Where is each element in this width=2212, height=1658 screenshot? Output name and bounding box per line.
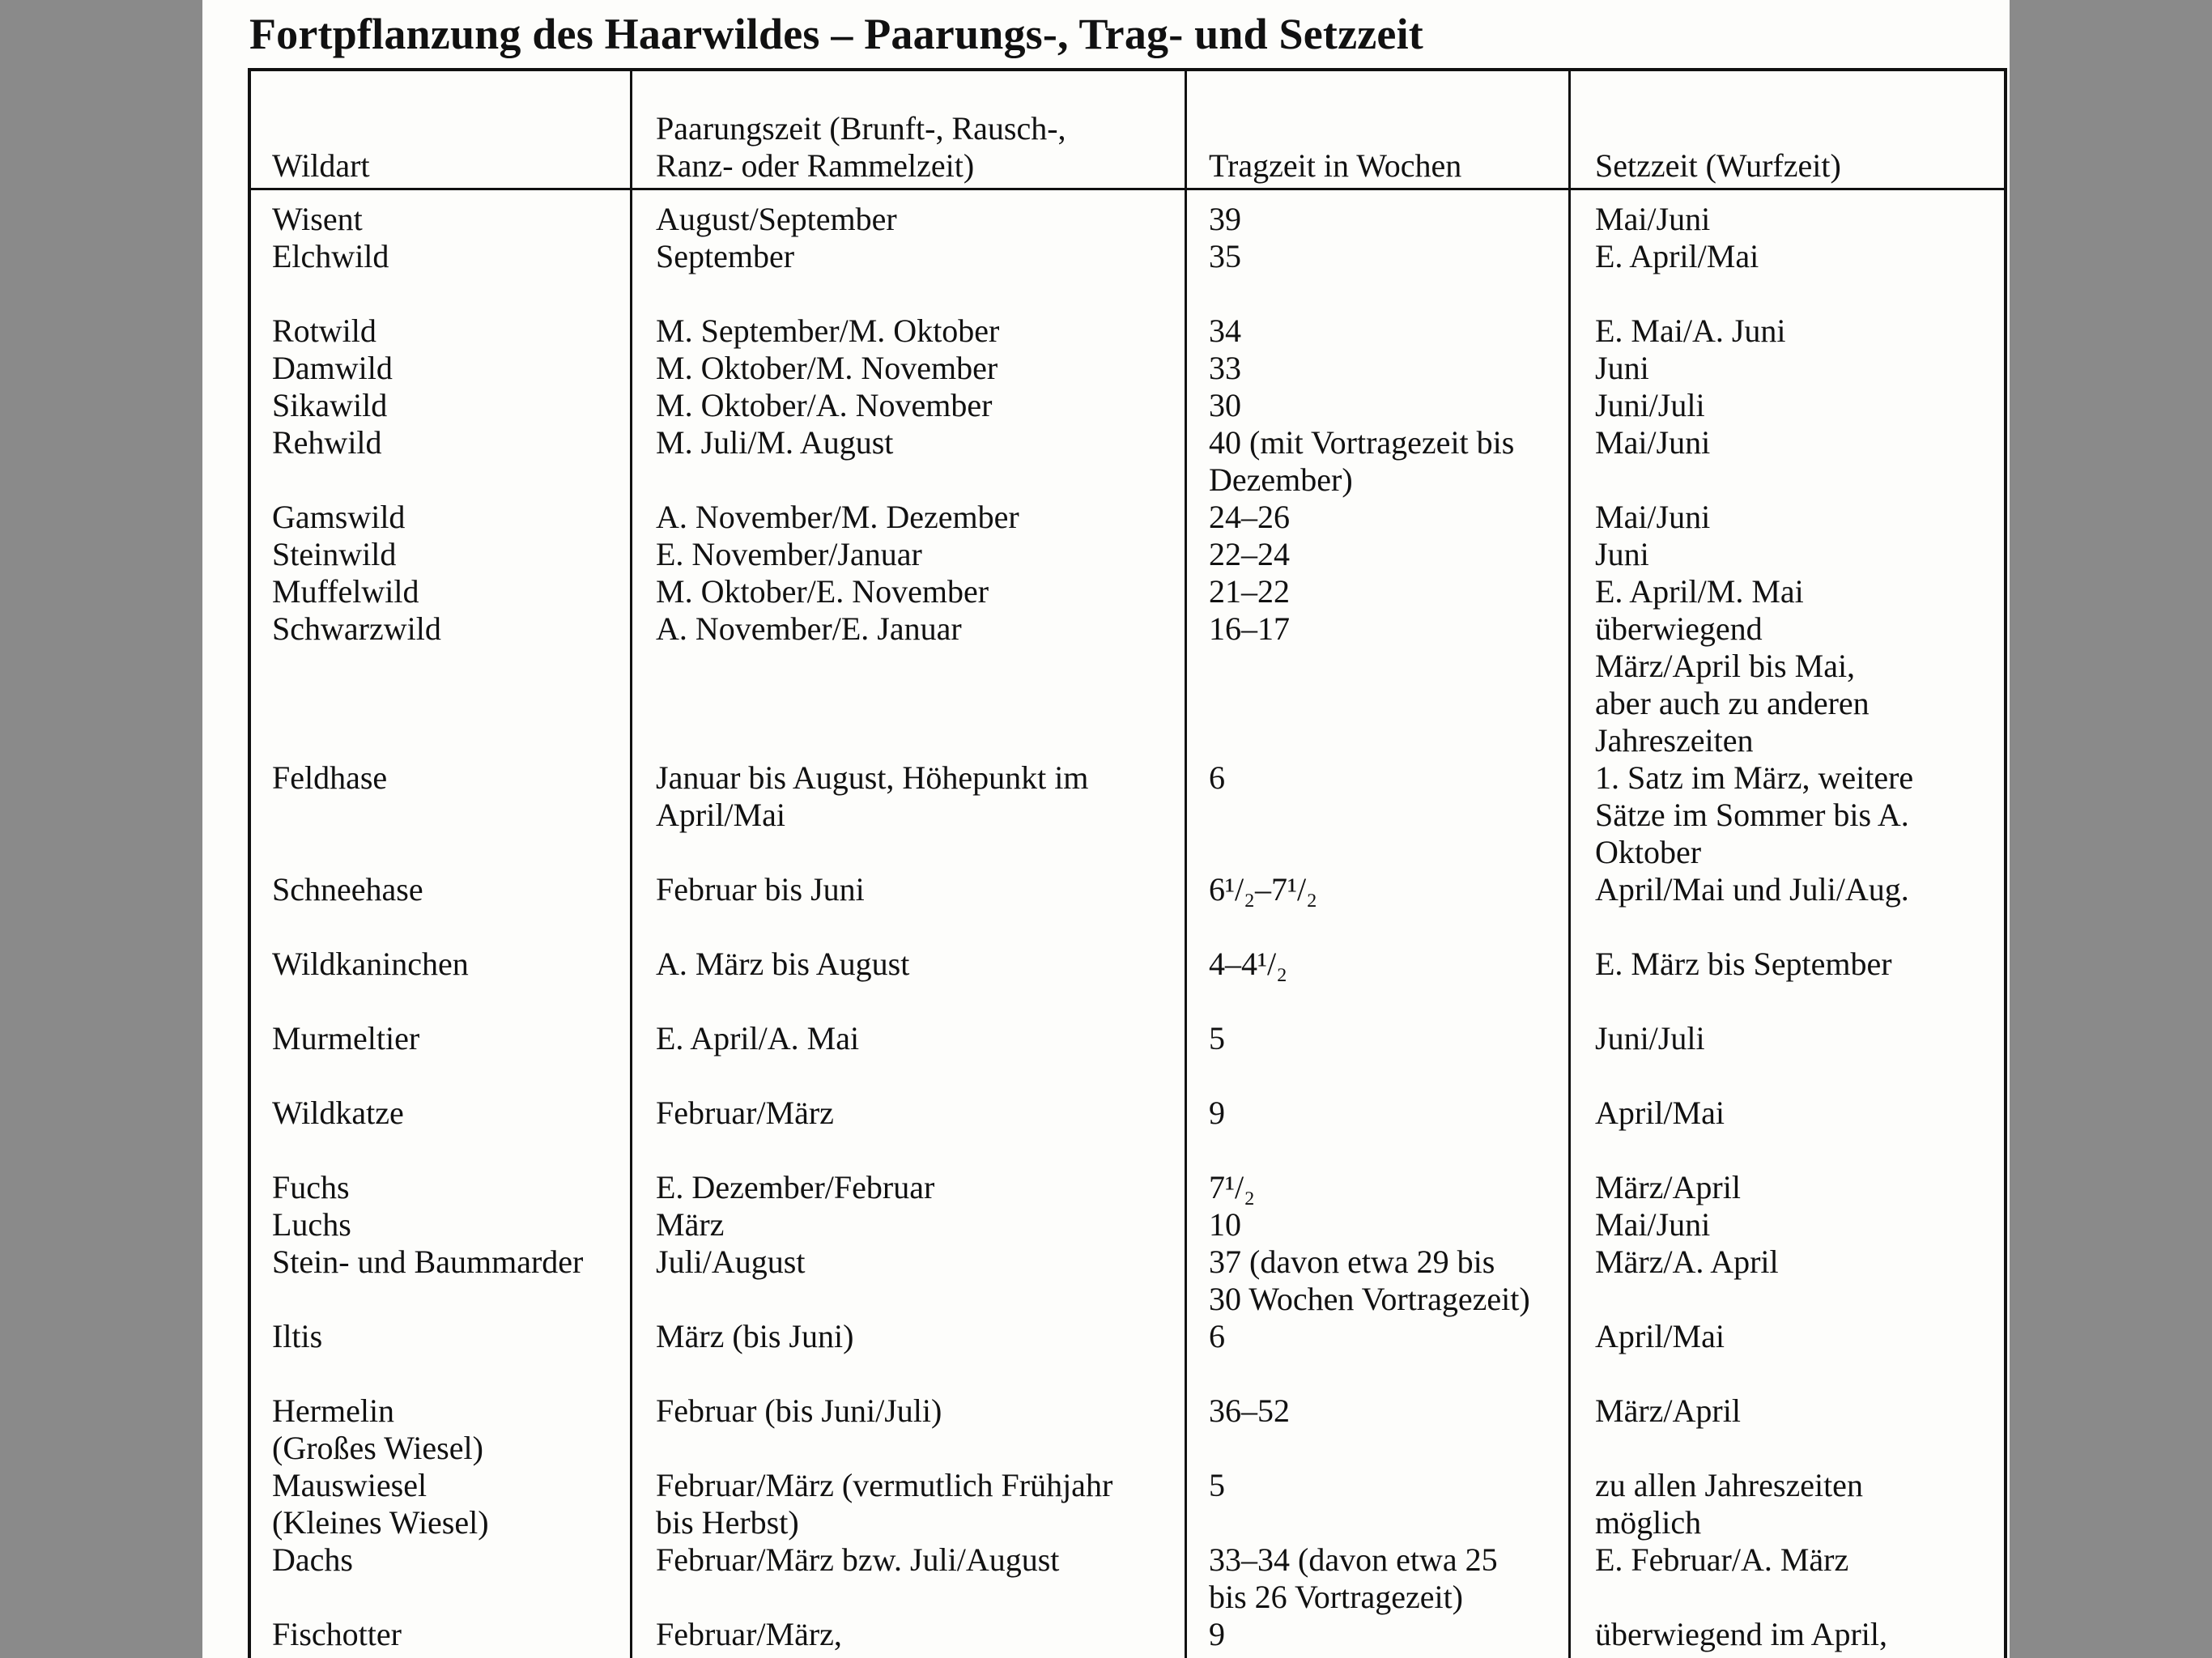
cell-tragzeit <box>1209 238 1241 275</box>
cell-line: Februar/März bzw. Juli/August <box>656 1541 1060 1578</box>
cell-tragzeit <box>1209 946 1287 983</box>
cell-paarungszeit <box>656 536 922 573</box>
cell-paarungszeit <box>656 946 909 983</box>
cell-paarungszeit <box>656 350 998 387</box>
cell-line: 22–24 <box>1209 536 1290 572</box>
cell-setzzeit <box>1595 201 1710 238</box>
cell-line: 36–52 <box>1209 1392 1290 1429</box>
header-line: Paarungszeit (Brunft-, Rausch-, <box>656 110 1066 147</box>
header-line: Tragzeit in Wochen <box>1209 147 1462 184</box>
cell-line: Stein- und Baummarder <box>272 1244 584 1280</box>
cell-wildart <box>272 946 469 983</box>
cell-paarungszeit <box>656 201 897 238</box>
cell-wildart <box>272 387 387 424</box>
cell-tragzeit <box>1209 424 1514 499</box>
cell-wildart <box>272 312 376 350</box>
cell-line: überwiegend im April, <box>1595 1616 1888 1652</box>
cell-line: 16–17 <box>1209 610 1290 647</box>
cell-line: Elchwild <box>272 238 389 274</box>
cell-setzzeit <box>1595 1392 1741 1430</box>
document-page <box>202 0 2010 1658</box>
cell-line: 4–4¹/₂ <box>1209 946 1288 982</box>
cell-line: Dezember) <box>1209 461 1353 498</box>
header-wildart <box>272 87 370 185</box>
header-tragzeit <box>1209 87 1461 185</box>
cell-line: E. Februar/A. März <box>1595 1541 1849 1578</box>
cell-line: Mai/Juni <box>1595 424 1711 461</box>
cell-wildart <box>272 1467 489 1541</box>
cell-tragzeit <box>1209 536 1290 573</box>
cell-line: Steinwild <box>272 536 397 572</box>
cell-line: M. Juli/M. August <box>656 424 894 461</box>
cell-line: Dachs <box>272 1541 353 1578</box>
cell-wildart <box>272 1392 483 1467</box>
cell-wildart <box>272 350 393 387</box>
cell-line: Wisent <box>272 201 363 237</box>
cell-setzzeit <box>1595 759 1913 871</box>
cell-tragzeit <box>1209 1169 1255 1206</box>
cell-line: 5 <box>1209 1020 1225 1056</box>
cell-paarungszeit <box>656 610 962 648</box>
cell-line: 1. Satz im März, weitere <box>1595 759 1914 796</box>
cell-wildart <box>272 1169 350 1206</box>
cell-line: April/Mai und Juli/Aug. <box>1595 871 1909 908</box>
cell-line: Sikawild <box>272 387 388 423</box>
cell-line: Sätze im Sommer bis A. <box>1595 797 1909 833</box>
header-divider <box>251 188 2004 190</box>
cell-line: A. März bis August <box>656 946 910 982</box>
cell-line: März/April <box>1595 1392 1741 1429</box>
cell-tragzeit <box>1209 387 1241 424</box>
cell-wildart <box>272 201 363 238</box>
cell-tragzeit <box>1209 610 1290 648</box>
cell-line: 40 (mit Vortragezeit bis <box>1209 424 1515 461</box>
cell-setzzeit <box>1595 387 1705 424</box>
cell-line: März <box>656 1206 725 1243</box>
header-setzzeit <box>1595 87 1841 185</box>
cell-setzzeit <box>1595 1467 1863 1541</box>
column-divider <box>630 71 632 1658</box>
cell-wildart <box>272 759 387 797</box>
cell-line: 30 Wochen Vortragezeit) <box>1209 1281 1530 1317</box>
cell-setzzeit <box>1595 312 1786 350</box>
cell-line: Juni/Juli <box>1595 1020 1705 1056</box>
cell-line: M. Oktober/M. November <box>656 350 998 386</box>
cell-line: Fuchs <box>272 1169 350 1205</box>
cell-wildart <box>272 1206 351 1244</box>
cell-line: 34 <box>1209 312 1241 349</box>
cell-line: Gamswild <box>272 499 406 535</box>
cell-tragzeit <box>1209 201 1241 238</box>
cell-wildart <box>272 573 419 610</box>
cell-line: zu allen Jahreszeiten <box>1595 1467 1863 1503</box>
cell-setzzeit <box>1595 1020 1705 1057</box>
cell-tragzeit <box>1209 1206 1241 1244</box>
cell-setzzeit <box>1595 536 1649 573</box>
cell-line: 33–34 (davon etwa 25 <box>1209 1541 1498 1578</box>
cell-line: E. März bis September <box>1595 946 1892 982</box>
cell-paarungszeit <box>656 1467 1112 1541</box>
column-divider <box>1185 71 1187 1658</box>
cell-line: 5 <box>1209 1467 1225 1503</box>
cell-setzzeit <box>1595 1318 1725 1355</box>
cell-line: M. Oktober/E. November <box>656 573 989 610</box>
cell-wildart <box>272 1318 322 1355</box>
cell-line: A. November/E. Januar <box>656 610 962 647</box>
cell-line: April/Mai <box>1595 1095 1725 1131</box>
cell-line: 6¹/₂–7¹/₂ <box>1209 871 1318 908</box>
cell-line: Mauswiesel <box>272 1467 428 1503</box>
cell-paarungszeit <box>656 387 992 424</box>
header-line: Wildart <box>272 147 370 184</box>
cell-setzzeit <box>1595 350 1649 387</box>
cell-line: M. September/M. Oktober <box>656 312 1000 349</box>
cell-line: E. Mai/A. Juni <box>1595 312 1786 349</box>
cell-wildart <box>272 1020 419 1057</box>
cell-line: März/April bis Mai, <box>1595 648 1856 684</box>
cell-paarungszeit <box>656 1206 724 1244</box>
cell-line: Mai/Juni <box>1595 1206 1711 1243</box>
cell-tragzeit <box>1209 759 1225 797</box>
cell-setzzeit <box>1595 871 1909 908</box>
cell-setzzeit <box>1595 238 1759 275</box>
document-title: Fortpflanzung des Haarwildes – Paarungs-, Trag- und Setzzeit <box>249 10 1423 58</box>
cell-line: Schneehase <box>272 871 423 908</box>
cell-paarungszeit <box>656 1020 859 1057</box>
cell-line: Jahreszeiten <box>1595 722 1754 759</box>
cell-line: 6 <box>1209 1318 1225 1354</box>
cell-line: Wildkaninchen <box>272 946 469 982</box>
cell-tragzeit <box>1209 1392 1290 1430</box>
cell-wildart <box>272 1244 583 1281</box>
cell-line: E. April/A. Mai <box>656 1020 860 1056</box>
cell-line: E. April/Mai <box>1595 238 1759 274</box>
cell-setzzeit <box>1595 573 1804 610</box>
cell-line: Oktober <box>1595 834 1702 870</box>
cell-tragzeit <box>1209 1020 1225 1057</box>
cell-setzzeit <box>1595 946 1892 983</box>
cell-line: Schwarzwild <box>272 610 441 647</box>
cell-line: 21–22 <box>1209 573 1290 610</box>
cell-paarungszeit <box>656 573 989 610</box>
cell-tragzeit <box>1209 1541 1498 1616</box>
cell-line: Fischotter <box>272 1616 402 1652</box>
cell-wildart <box>272 610 441 648</box>
cell-line: 24–26 <box>1209 499 1290 535</box>
cell-line: September <box>656 238 795 274</box>
cell-line: bis 26 Vortragezeit) <box>1209 1579 1464 1615</box>
cell-paarungszeit <box>656 1318 853 1355</box>
cell-line: Murmeltier <box>272 1020 420 1056</box>
cell-setzzeit <box>1595 1095 1725 1132</box>
cell-line: Rotwild <box>272 312 376 349</box>
cell-line: Juli/August <box>656 1244 806 1280</box>
cell-line: aber auch zu anderen <box>1595 685 1870 721</box>
cell-paarungszeit <box>656 1169 934 1206</box>
cell-line: Juni <box>1595 350 1649 386</box>
cell-line: Februar/März <box>656 1095 834 1131</box>
cell-line: (Kleines Wiesel) <box>272 1504 489 1541</box>
cell-line: April/Mai <box>1595 1318 1725 1354</box>
cell-setzzeit <box>1595 610 1870 759</box>
cell-setzzeit <box>1595 1206 1710 1244</box>
cell-wildart <box>272 424 382 461</box>
cell-setzzeit <box>1595 1541 1848 1579</box>
cell-line: 9 <box>1209 1095 1225 1131</box>
cell-line: Feldhase <box>272 759 388 796</box>
cell-line: 39 <box>1209 201 1241 237</box>
cell-line: März (bis Juni) <box>656 1318 854 1354</box>
cell-line: Februar (bis Juni/Juli) <box>656 1392 942 1429</box>
cell-paarungszeit <box>656 1244 805 1281</box>
cell-line: E. April/M. Mai <box>1595 573 1804 610</box>
cell-line: A. November/M. Dezember <box>656 499 1019 535</box>
cell-setzzeit <box>1595 1616 1887 1653</box>
header-paarungszeit <box>656 87 1066 185</box>
cell-line: (Großes Wiesel) <box>272 1430 483 1466</box>
cell-line: 37 (davon etwa 29 bis <box>1209 1244 1495 1280</box>
cell-tragzeit <box>1209 1244 1530 1318</box>
cell-line: Muffelwild <box>272 573 419 610</box>
cell-paarungszeit <box>656 759 1088 834</box>
cell-tragzeit <box>1209 1318 1225 1355</box>
cell-line: E. November/Januar <box>656 536 922 572</box>
cell-line: Februar/März, <box>656 1616 842 1652</box>
cell-paarungszeit <box>656 1392 942 1430</box>
cell-wildart <box>272 1095 404 1132</box>
reproduction-table <box>248 68 2007 1658</box>
cell-wildart <box>272 499 405 536</box>
cell-setzzeit <box>1595 499 1710 536</box>
cell-line: M. Oktober/A. November <box>656 387 993 423</box>
cell-tragzeit <box>1209 573 1290 610</box>
cell-wildart <box>272 1616 402 1653</box>
cell-paarungszeit <box>656 1616 842 1653</box>
cell-line: 7¹/₂ <box>1209 1169 1256 1205</box>
cell-line: Damwild <box>272 350 393 386</box>
cell-paarungszeit <box>656 424 893 461</box>
cell-paarungszeit <box>656 1095 834 1132</box>
cell-line: Luchs <box>272 1206 351 1243</box>
cell-wildart <box>272 871 423 908</box>
cell-line: April/Mai <box>656 797 785 833</box>
cell-line: Mai/Juni <box>1595 499 1711 535</box>
cell-tragzeit <box>1209 312 1241 350</box>
cell-line: Februar/März (vermutlich Frühjahr <box>656 1467 1113 1503</box>
cell-line: März/April <box>1595 1169 1741 1205</box>
cell-paarungszeit <box>656 312 999 350</box>
cell-line: Februar bis Juni <box>656 871 865 908</box>
cell-tragzeit <box>1209 871 1317 908</box>
cell-line: Juni/Juli <box>1595 387 1705 423</box>
cell-line: Wildkatze <box>272 1095 404 1131</box>
cell-line: 6 <box>1209 759 1225 796</box>
cell-line: 35 <box>1209 238 1241 274</box>
cell-line: bis Herbst) <box>656 1504 799 1541</box>
header-line: Setzzeit (Wurfzeit) <box>1595 147 1841 184</box>
cell-line: Januar bis August, Höhepunkt im <box>656 759 1089 796</box>
cell-line: Hermelin <box>272 1392 395 1429</box>
cell-tragzeit <box>1209 499 1290 536</box>
cell-wildart <box>272 1541 353 1579</box>
cell-setzzeit <box>1595 1244 1779 1281</box>
cell-setzzeit <box>1595 1169 1741 1206</box>
cell-line: März/A. April <box>1595 1244 1779 1280</box>
header-line: Ranz- oder Rammelzeit) <box>656 147 975 184</box>
cell-tragzeit <box>1209 1467 1225 1504</box>
cell-line: 10 <box>1209 1206 1241 1243</box>
cell-line: E. Dezember/Februar <box>656 1169 935 1205</box>
cell-line: Juni <box>1595 536 1649 572</box>
cell-wildart <box>272 238 389 275</box>
cell-line: 9 <box>1209 1616 1225 1652</box>
cell-line: Mai/Juni <box>1595 201 1711 237</box>
cell-line: 30 <box>1209 387 1241 423</box>
cell-paarungszeit <box>656 871 865 908</box>
cell-tragzeit <box>1209 1095 1225 1132</box>
cell-paarungszeit <box>656 499 1019 536</box>
cell-setzzeit <box>1595 424 1710 461</box>
cell-tragzeit <box>1209 1616 1225 1653</box>
cell-paarungszeit <box>656 1541 1059 1579</box>
cell-line: überwiegend <box>1595 610 1763 647</box>
cell-paarungszeit <box>656 238 794 275</box>
cell-line: Iltis <box>272 1318 323 1354</box>
cell-line: möglich <box>1595 1504 1702 1541</box>
cell-tragzeit <box>1209 350 1241 387</box>
cell-wildart <box>272 536 396 573</box>
cell-line: August/September <box>656 201 897 237</box>
cell-line: Rehwild <box>272 424 382 461</box>
column-divider <box>1568 71 1571 1658</box>
cell-line: 33 <box>1209 350 1241 386</box>
